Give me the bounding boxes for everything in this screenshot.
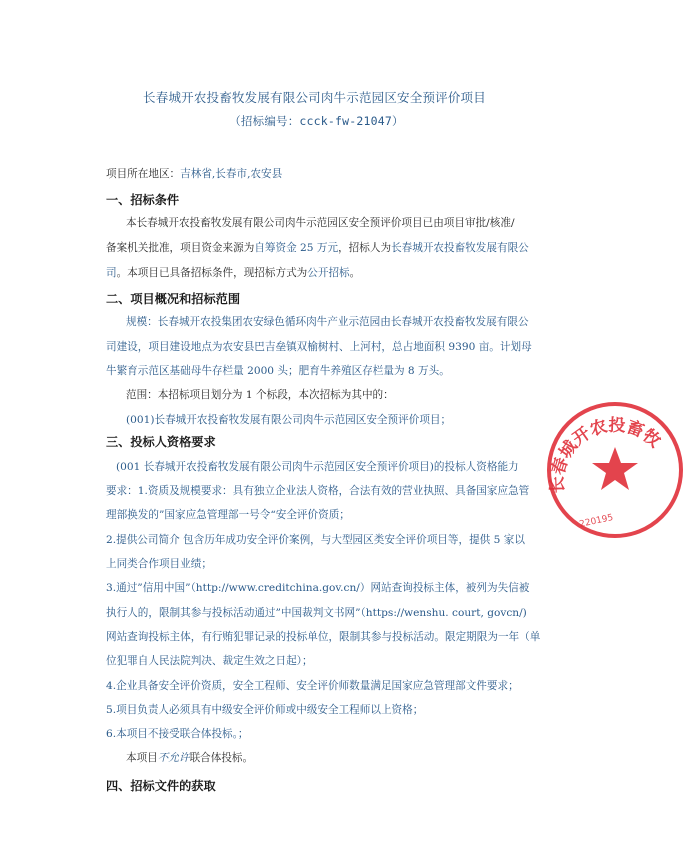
s2-line-5: (001)长春城开农投畜牧发展有限公司肉牛示范园区安全预评价项目； <box>126 414 452 426</box>
s3-line-7: 执行人的，限制其参与投标活动通过”中国裁判文书网”（https://wenshu. court, govcn/) <box>106 607 527 619</box>
s3-line-10: 4.企业具备安全评价资质，安全工程师、安全评价师数量满足国家应急管理部文件要求； <box>106 680 519 692</box>
location-value: 吉林省,长春市,农安县 <box>180 168 283 180</box>
seal-star-icon <box>592 447 638 490</box>
seal-text: 长春城开农投畜牧 <box>547 415 665 494</box>
s2-line-3: 牛繁育示范区基础母牛存栏量 2000 头；肥育牛养殖区存栏量为 8 万头。 <box>106 365 450 377</box>
section-2-heading: 二、项目概况和招标范围 <box>106 292 241 306</box>
s1-line-2: 备案机关批准，项目资金来源为自筹资金 25 万元，招标人为长春城开农投畜牧发展有限公 <box>106 242 529 254</box>
s3-line-11: 5.项目负责人必须具有中级安全评价师或中级安全工程师以上资格； <box>106 704 424 716</box>
seal-icon <box>540 395 690 545</box>
s3-line-1: (001 长春城开农投畜牧发展有限公司肉牛示范园区安全预评价项目)的投标人资格能力 <box>116 461 519 473</box>
s3-line-6: 3.通过”信用中国”（http://www.creditchina.gov.cn/）网站查询投标主体，被列为失信被 <box>106 582 530 594</box>
tender-number: （招标编号：ccck-fw-21047） <box>229 114 404 128</box>
s3-line-8: 网站查询投标主体，有行贿犯罪记录的投标单位，限制其参与投标活动。限定期限为一年（单 <box>106 631 541 643</box>
s3-line-9: 位犯罪自人民法院判决、裁定生效之日起）； <box>106 655 313 667</box>
consortium-flag: 不允许 <box>157 752 190 764</box>
s3-line-3: 理部换发的”国家应急管理部一号令“安全评价资质； <box>106 509 350 521</box>
tenderer-name: 长春城开农投畜牧发展有限公 <box>391 242 529 254</box>
s2-line-4: 范围：本招标项目划分为 1 个标段，本次招标为其中的： <box>126 389 394 401</box>
section-3-heading: 三、投标人资格要求 <box>106 435 216 449</box>
s3-line-13: 本项目不允许联合体投标。 <box>126 752 254 764</box>
section-4-heading: 四、招标文件的获取 <box>106 779 216 793</box>
s3-line-2: 要求：1.资质及规模要求：具有独立企业法人资格，合法有效的营业执照、具备国家应急管 <box>106 485 530 497</box>
location-label: 项目所在地区： <box>106 168 181 180</box>
funding-source: 自筹资金 25 万元 <box>254 242 339 254</box>
document-title: 长春城开农投畜牧发展有限公司肉牛示范园区安全预评价项目 <box>143 90 486 105</box>
s3-line-12: 6.本项目不接受联合体投标。； <box>106 728 249 740</box>
official-seal <box>540 395 665 545</box>
s2-line-2: 司建设，项目建设地点为农安县巴吉垒镇双榆树村、上河村，总占地面积 9390 亩。计划母 <box>106 341 532 353</box>
s1-line-3: 司。本项目已具备招标条件，现招标方式为公开招标。 <box>106 267 361 279</box>
s1-line-1: 本长春城开农投畜牧发展有限公司肉牛示范园区安全预评价项目已由项目审批/核准/ <box>126 217 515 229</box>
s3-line-4: 2.提供公司简介 包含历年成功安全评价案例，与大型园区类安全评价项目等，提供 5 家以 <box>106 534 525 546</box>
location-line <box>106 167 282 181</box>
s2-line-1: 规模：长春城开农投集团农安绿色循环肉牛产业示范园由长春城开农投畜牧发展有限公 <box>126 316 529 328</box>
s3-line-5: 上同类合作项目业绩； <box>106 558 212 570</box>
section-1-heading: 一、招标条件 <box>106 193 180 207</box>
seal-code: 220195 <box>578 513 615 530</box>
tender-method: 公开招标 <box>307 267 350 279</box>
